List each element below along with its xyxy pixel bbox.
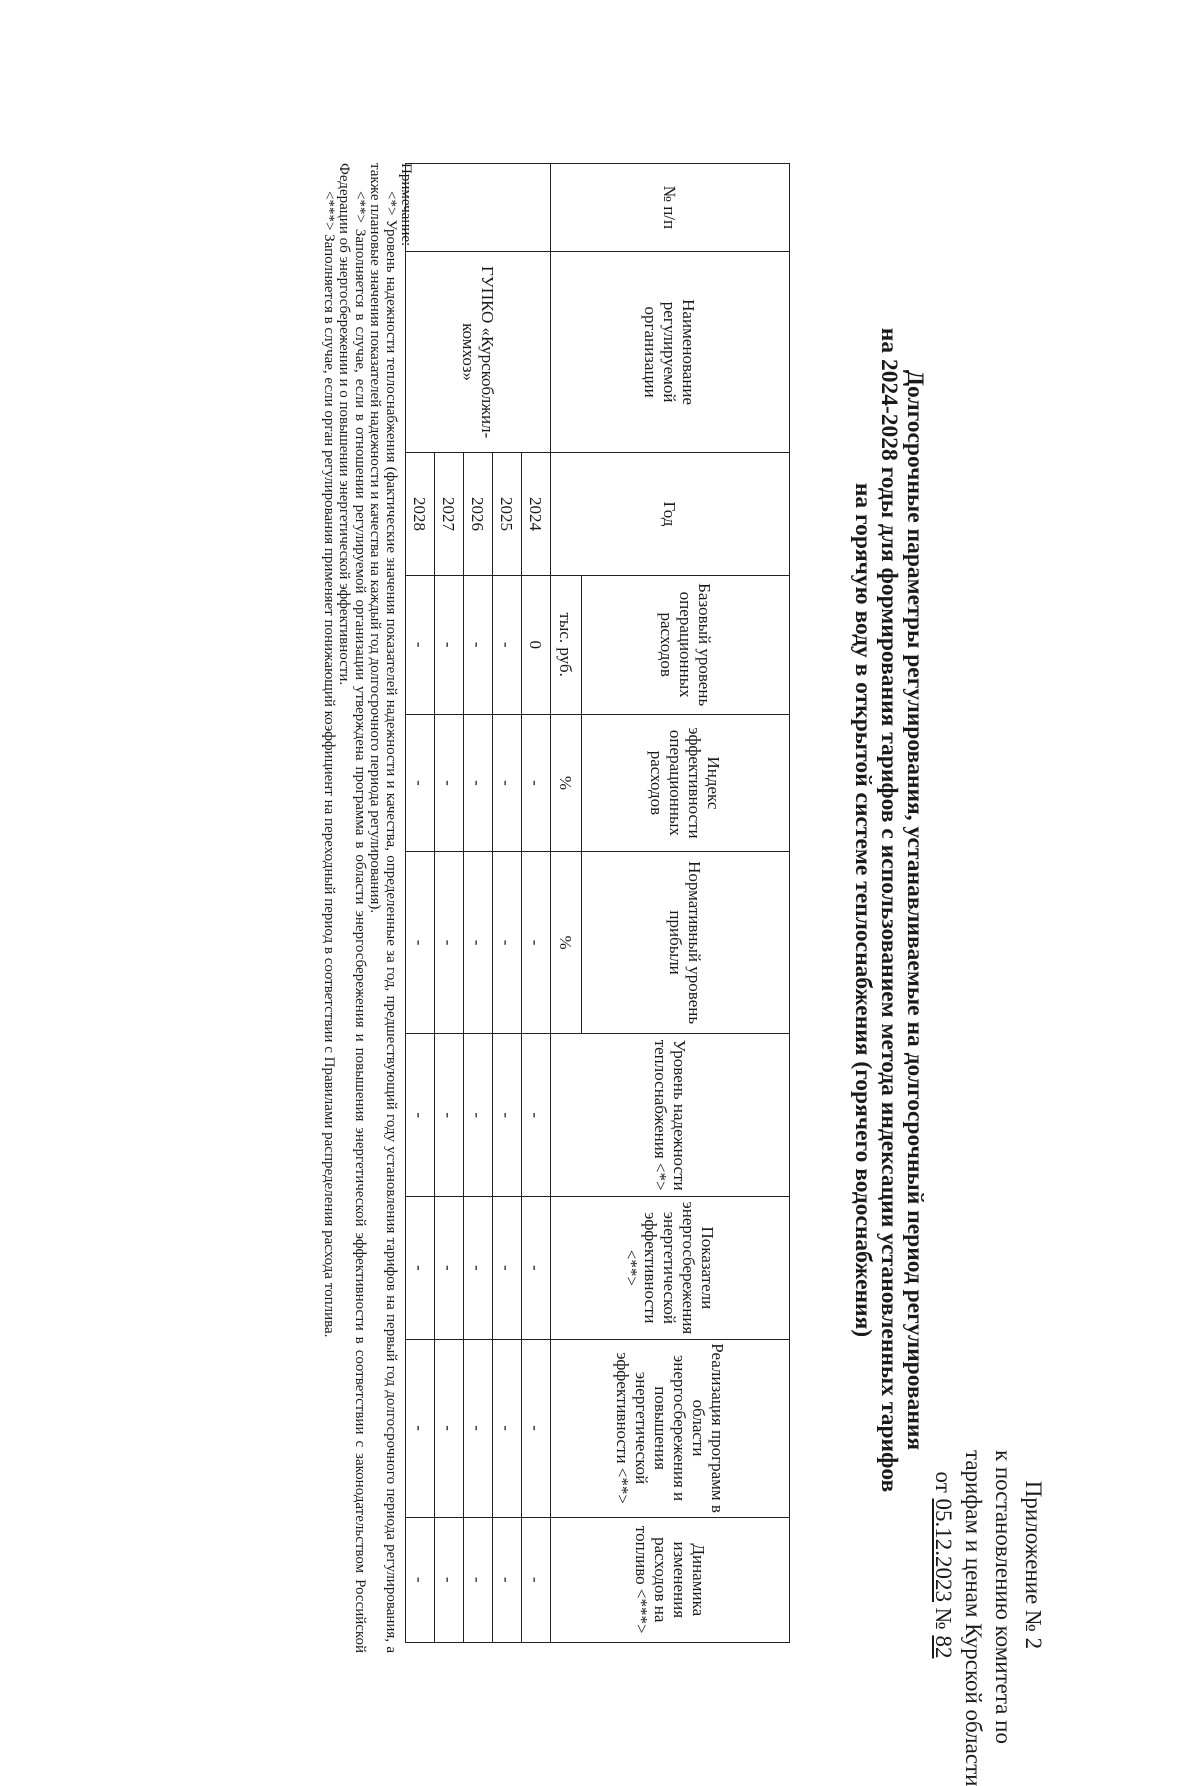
notes-block [321, 163, 413, 1653]
header-programs: Реализация программ в области энергосбережения и повышения энергетической эффективности <**> [551, 1339, 790, 1517]
programs-cell: - [464, 1339, 493, 1517]
base-cell: 0 [522, 575, 551, 714]
base-cell: - [435, 575, 464, 714]
index-cell: - [435, 714, 464, 851]
header-year: Год [551, 453, 790, 575]
header-num: № п/п [551, 164, 790, 252]
index-cell: - [464, 714, 493, 851]
reliability-cell: - [435, 1034, 464, 1197]
index-cell: - [493, 714, 522, 851]
programs-cell: - [493, 1339, 522, 1517]
reliability-cell: - [406, 1034, 435, 1197]
row-num-cell [406, 164, 551, 252]
document-title [850, 180, 928, 1640]
index-cell: - [522, 714, 551, 851]
note-energy-programs: <**> Заполняется в случае, если в отношении регулируемой организации утверждена программа в области энергосбережения и повышения энергетической эффективности в соответствии с законодательством Российской Федерации об энергосбережении и о повышении энергетической эффективности. [336, 163, 368, 1653]
title-line-2: на 2024-2028 годы для формирования тарифов с использованием метода индексации установленных тарифов [876, 327, 902, 1493]
header-profit-level: Нормативный уровень прибыли [582, 852, 790, 1034]
programs-cell: - [406, 1339, 435, 1517]
year-cell: 2027 [435, 453, 464, 575]
reliability-cell: - [493, 1034, 522, 1197]
header-org: Наименование регулируемой организации [551, 251, 790, 452]
organization-cell: ГУПКО «Курскоблжил-комхоз» [406, 251, 551, 452]
base-cell: - [493, 575, 522, 714]
reliability-cell: - [522, 1034, 551, 1197]
table-row [522, 164, 551, 1643]
energy-cell: - [406, 1197, 435, 1340]
resolution-number: 82 [931, 1635, 956, 1659]
appendix-line-2: тарифам и ценам Курской области [961, 1450, 986, 1786]
appendix-line-1: к постановлению комитета по [991, 1450, 1016, 1744]
base-cell: - [406, 575, 435, 714]
number-prefix: № [931, 1602, 956, 1636]
title-line-3: на горячую воду в открытой системе теплоснабжения (горячего водоснабжения) [850, 482, 876, 1338]
fuel-cell: - [406, 1517, 435, 1642]
profit-cell: - [406, 852, 435, 1034]
notes-heading: Примечание: [398, 163, 414, 247]
note-reliability: <*> Уровень надежности теплоснабжения (фактические значения показателей надежности и качества, определенные за год, предшествующий году установления тарифов на первый год долгосрочного периода регулирования, а также плановые значения показателей надежности и качества на каждый год долгосрочного периода регулирования). [367, 163, 399, 1653]
header-row [582, 164, 790, 1643]
year-cell: 2024 [522, 453, 551, 575]
date-prefix: от [931, 1471, 956, 1499]
unit-profit: % [551, 852, 582, 1034]
energy-cell: - [493, 1197, 522, 1340]
header-base-opex: Базовый уровень операционных расходов [582, 575, 790, 714]
programs-cell: - [435, 1339, 464, 1517]
resolution-date: 05.12.2023 [931, 1498, 956, 1603]
fuel-cell: - [464, 1517, 493, 1642]
base-cell: - [464, 575, 493, 714]
profit-cell: - [464, 852, 493, 1034]
energy-cell: - [522, 1197, 551, 1340]
energy-cell: - [464, 1197, 493, 1340]
appendix-block [928, 1450, 1048, 1786]
unit-base: тыс. руб. [551, 575, 582, 714]
unit-index: % [551, 714, 582, 851]
fuel-cell: - [435, 1517, 464, 1642]
year-cell: 2026 [464, 453, 493, 575]
appendix-title: Приложение № 2 [1021, 1480, 1046, 1650]
energy-cell: - [435, 1197, 464, 1340]
appendix-date-line [928, 1450, 958, 1680]
header-energy-indicators: Показатели энергосбережения энергетической эффективности <**> [551, 1197, 790, 1340]
parameters-table [405, 163, 790, 1643]
reliability-cell: - [464, 1034, 493, 1197]
note-fuel: <***> Заполняется в случае, если орган регулирования применяет понижающий коэффициент на переходный период в соответствии с Правилами распределения расхода топлива. [320, 191, 337, 1338]
title-line-1: Долгосрочные параметры регулирования, устанавливаемые на долгосрочный период регулирования [902, 369, 928, 1451]
index-cell: - [406, 714, 435, 851]
profit-cell: - [493, 852, 522, 1034]
header-efficiency-index: Индекс эффективности операционных расходов [582, 714, 790, 851]
year-cell: 2028 [406, 453, 435, 575]
header-fuel-dynamics: Динамика изменения расходов на топливо <***> [551, 1517, 790, 1642]
profit-cell: - [522, 852, 551, 1034]
programs-cell: - [522, 1339, 551, 1517]
fuel-cell: - [493, 1517, 522, 1642]
profit-cell: - [435, 852, 464, 1034]
year-cell: 2025 [493, 453, 522, 575]
fuel-cell: - [522, 1517, 551, 1642]
header-reliability: Уровень надежности теплоснабжения <*> [551, 1034, 790, 1197]
